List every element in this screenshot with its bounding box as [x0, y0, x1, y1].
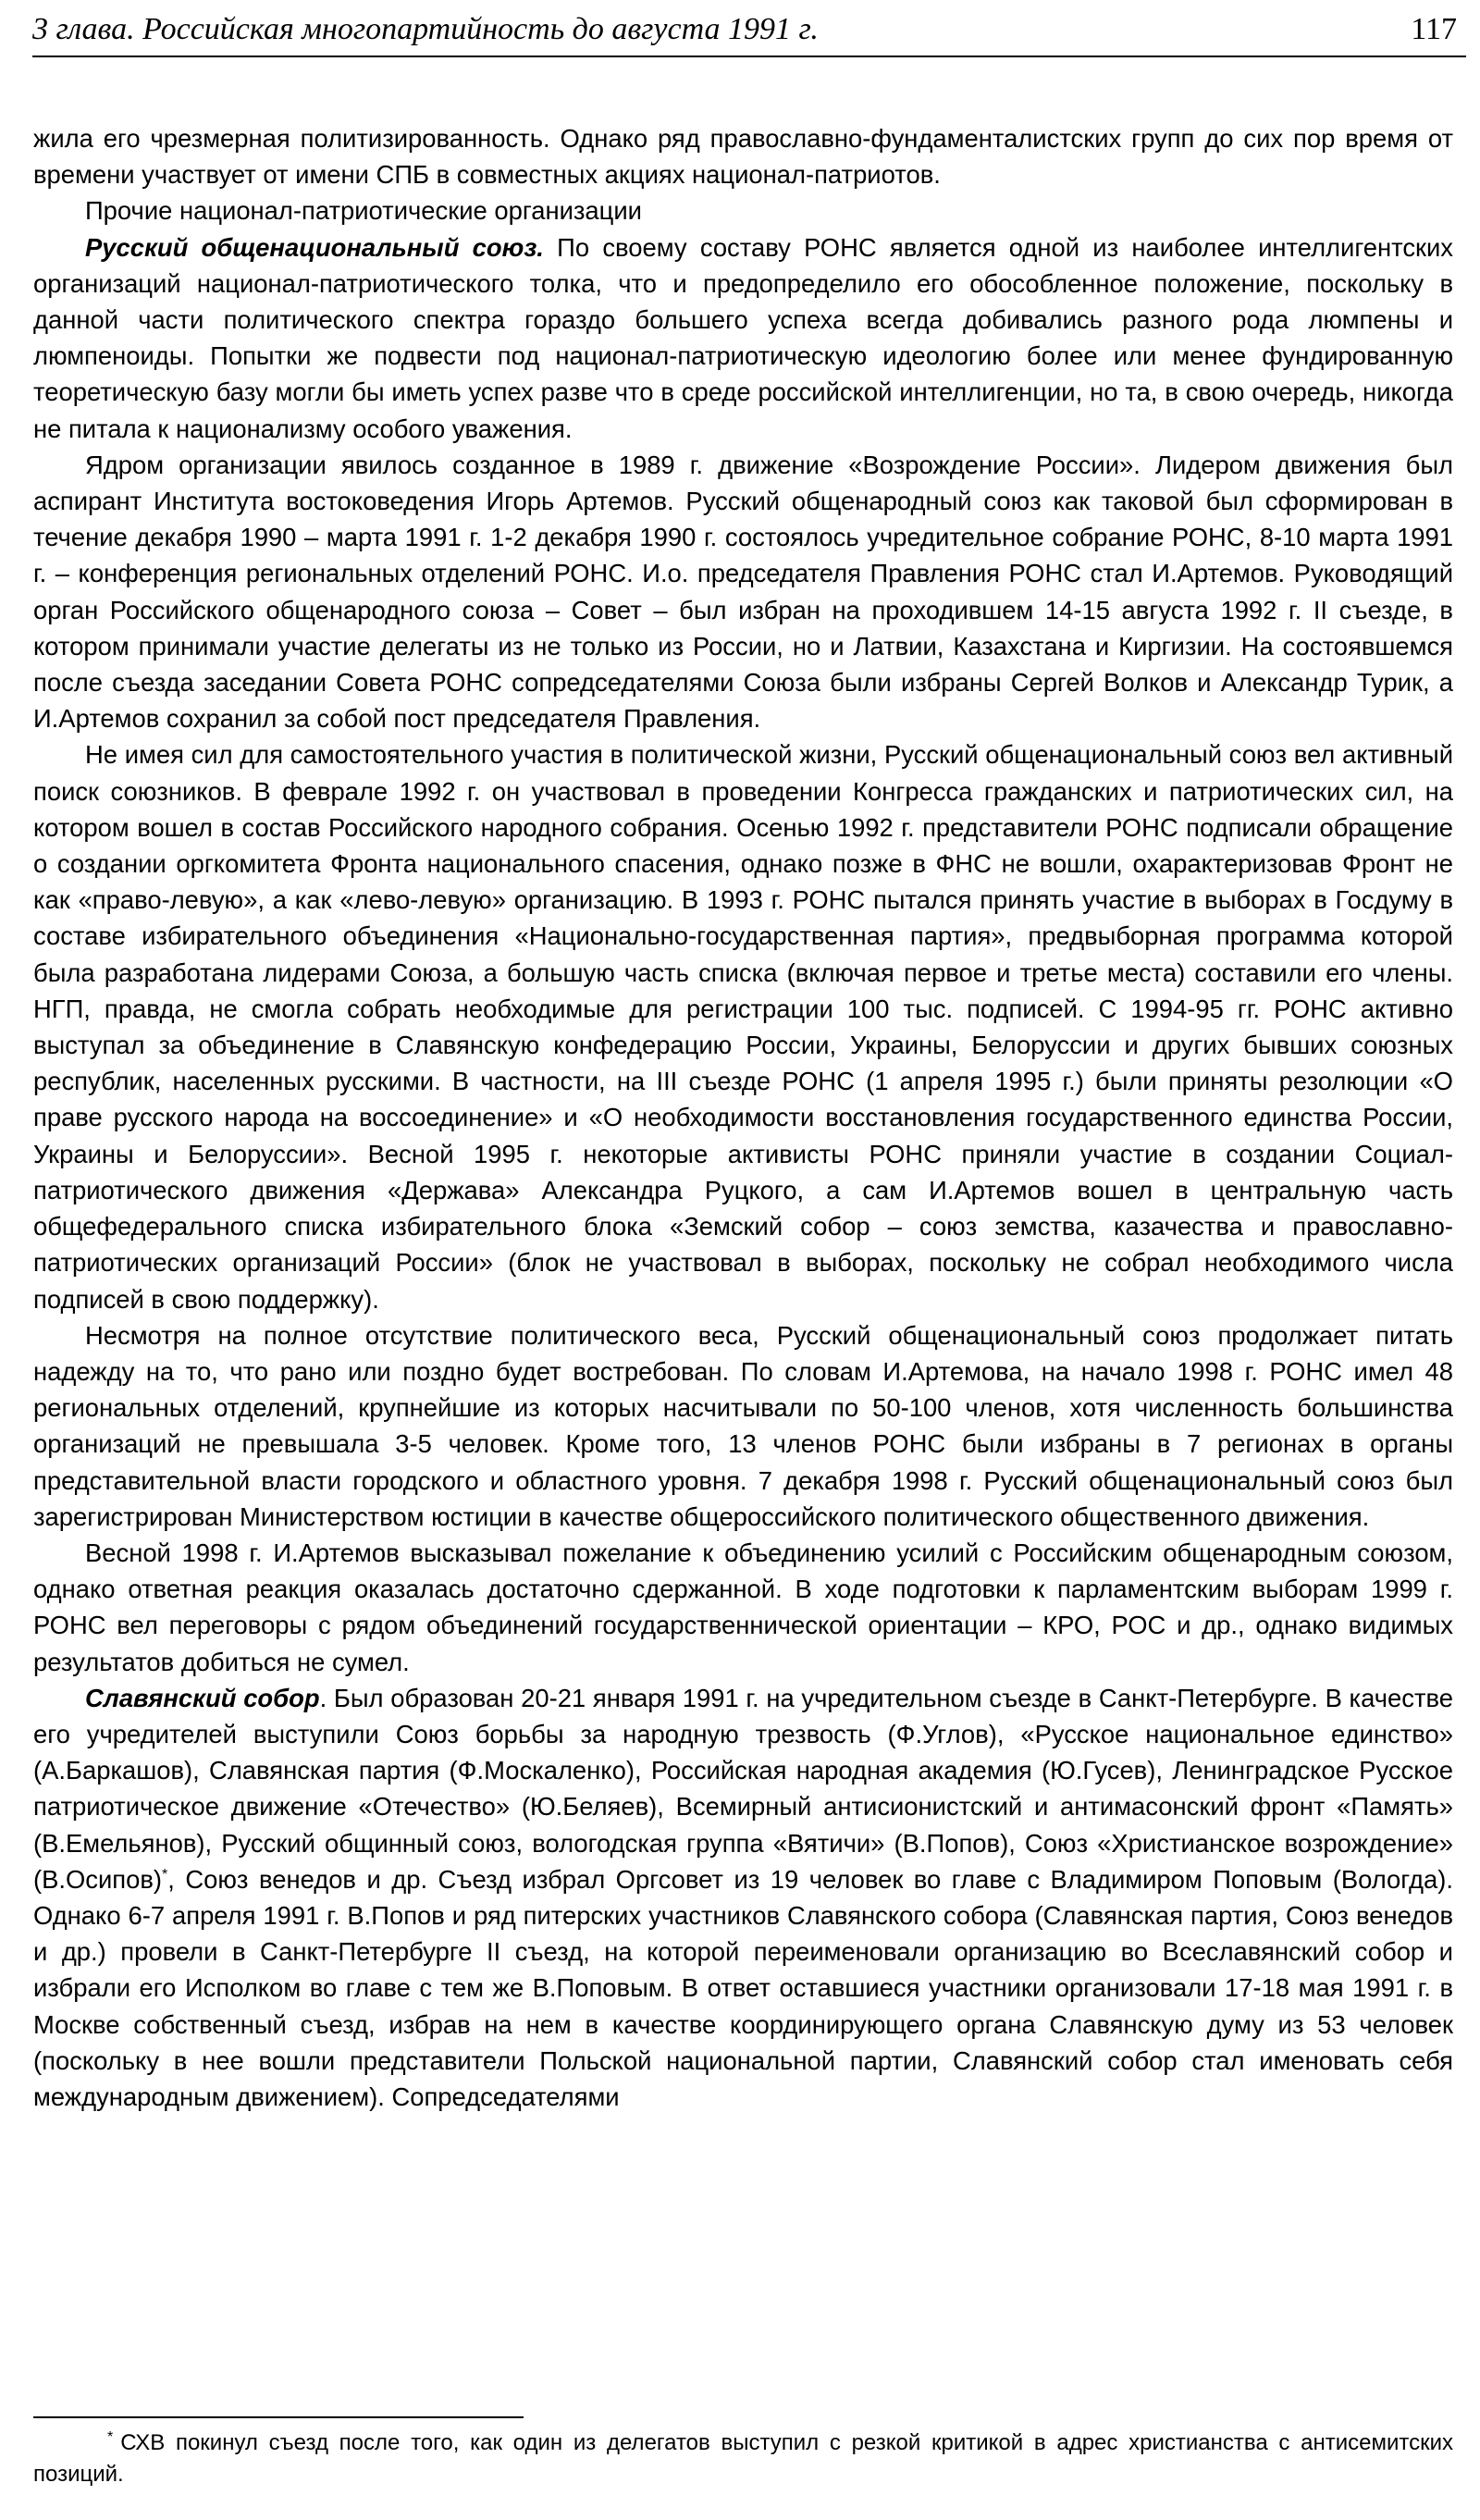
- paragraph: [33, 120, 1453, 192]
- paragraph-text: По своему составу РОНС является одной из наиболее интеллигентских организаций национал-патриотического толка, что и предопределило его обособленное положение, поскольку в данной части политического спектра гораздо большего успеха всегда добивались разного рода люмпены и люмпеноиды. Попытки же подвести под национал-патриотическую идеологию более или менее фундированную теоретическую базу могли бы иметь успех разве что в среде российской интеллигенции, но та, в свою очередь, никогда не питала к национализму особого уважения.: [33, 232, 1453, 443]
- footnote-text: СХВ покинул съезд после того, как один из делегатов выступил с резкой критикой в адрес христианства с антисемитских позиций.: [33, 2430, 1453, 2487]
- paragraph: [33, 736, 1453, 1316]
- paragraph-text: Несмотря на полное отсутствие политического веса, Русский общенациональный союз продолжает питать надежду на то, что рано или поздно будет востребован. По словам И.Артемова, на начало 1998 г. РОНС имел 48 региональных отделений, крупнейшие из которых насчитывали по 50-100 членов, хотя численность большинства организаций не превышала 3-5 человек. Кроме того, 13 членов РОНС были избраны в 7 регионах в органы представительной власти городского и областного уровня. 7 декабря 1998 г. Русский общенациональный союз был зарегистрирован Министерством юстиции в качестве общероссийского политического общественного движения.: [33, 1320, 1453, 1531]
- page-number: 117: [1411, 12, 1457, 46]
- paragraph-text: Весной 1998 г. И.Артемов высказывал пожелание к объединению усилий с Российским общенародным союзом, однако ответная реакция оказалась достаточно сдержанной. В ходе подготовки к парламентским выборам 1999 г. РОНС вел переговоры с рядом объединений государственнической ориентации – КРО, РОС и др., однако видимых результатов добиться не сумел.: [33, 1538, 1453, 1676]
- entry-heading: Русский общенациональный союз.: [85, 232, 544, 262]
- running-title: 3 глава. Российская многопартийность до августа 1991 г.: [32, 12, 819, 46]
- paragraph: [33, 229, 1453, 447]
- paragraph-text: Ядром организации явилось созданное в 1989 г. движение «Возрождение России». Лидером движения был аспирант Института востоковедения Игорь Артемов. Русский общенародный союз как таковой был сформирован в течение декабря 1990 – марта 1991 г. 1-2 декабря 1990 г. состоялось учредительное собрание РОНС, 8-10 марта 1991 г. – конференция региональных отделений РОНС. И.о. председателя Правления РОНС стал И.Артемов. Руководящий орган Российского общенародного союза – Совет – был избран на проходившем 14-15 августа 1992 г. II съезде, в котором принимали участие делегаты из не только из России, но и Латвии, Казахстана и Киргизии. На состоявшемся после съезда заседании Совета РОНС сопредседателями Союза были избраны Сергей Волков и Александр Турик, а И.Артемов сохранил за собой пост председателя Правления.: [33, 450, 1453, 734]
- paragraph-text: . Был образован 20-21 января 1991 г. на учредительном съезде в Санкт-Петербурге. В качестве его учредителей выступили Союз борьбы за народную трезвость (Ф.Углов), «Русское национальное единство» (А.Баркашов), Славянская партия (Ф.Москаленко), Российская народная академия (Ю.Гусев), Ленинградское Русское патриотическое движение «Отечество» (Ю.Беляев), Всемирный антисионистский и антимасонский фронт «Память» (В.Емельянов), Русский общинный союз, вологодская группа «Вятичи» (В.Попов), Союз «Христианское возрождение» (В.Осипов): [33, 1683, 1453, 1894]
- paragraph-text: Не имея сил для самостоятельного участия в политической жизни, Русский общенациональный союз вел активный поиск союзников. В феврале 1992 г. он участвовал в проведении Конгресса гражданских и патриотических сил, на котором вошел в состав Российского народного собрания. Осенью 1992 г. представители РОНС подписали обращение о создании оргкомитета Фронта национального спасения, однако позже в ФНС не вошли, охарактеризовав Фронт не как «право-левую», а как «лево-левую» организацию. В 1993 г. РОНС пытался принять участие в выборах в Госдуму в составе избирательного объединения «Национально-государственная партия», предвыборная программа которой была разработана лидерами Союза, а большую часть списка (включая первое и третье места) составили его члены. НГП, правда, не смогла собрать необходимые для регистрации 100 тыс. подписей. С 1994-95 гг. РОНС активно выступал за объединение в Славянскую конфедерацию России, Украины, Белоруссии и других бывших союзных республик, населенных русскими. В частности, на III съезде РОНС (1 апреля 1995 г.) были приняты резолюции «О праве русского народа на воссоединение» и «О необходимости восстановления государственного единства России, Украины и Белоруссии». Весной 1995 г. некоторые активисты РОНС приняли участие в создании Социал-патриотического движения «Держава» Александра Руцкого, а сам И.Артемов вошел в центральную часть общефедерального списка избирательного блока «Земский собор – союз земства, казачества и православно-патриотических организаций России» (блок не участвовал в выборах, поскольку не собрал необходимого числа подписей в свою поддержку).: [33, 740, 1453, 1314]
- paragraph: [33, 1535, 1453, 1680]
- paragraph-text: , Союз венедов и др. Съезд избрал Оргсовет из 19 человек во главе с Владимиром Поповым (Вологда). Однако 6-7 апреля 1991 г. В.Попов и ряд питерских участников Славянского собора (Славянская партия, Союз венедов и др.) провели в Санкт-Петербурге II съезд, на которой переименовали организацию во Всеславянский собор и избрали его Исполком во главе с тем же В.Поповым. В ответ оставшиеся участники организовали 17-18 мая 1991 г. в Москве собственный съезд, избрав на нем в качестве координирующего органа Славянскую думу из 53 человек (поскольку в нее вошли представители Польской национальной партии, Славянский собор стал именовать себя международным движением). Сопредседателями: [33, 1864, 1453, 2111]
- entry-heading: Славянский собор: [85, 1683, 320, 1712]
- footnote: [33, 2427, 1453, 2490]
- paragraph-text: жила его чрезмерная политизированность. Однако ряд православно-фундаменталистских групп до сих пор время от времени участвует от имени СПБ в совместных акциях национал-патриотов.: [33, 124, 1453, 190]
- footnote-separator: [33, 2416, 524, 2418]
- footnote-reference[interactable]: *: [162, 1866, 168, 1883]
- footnote-mark: *: [107, 2429, 114, 2445]
- paragraph-text: Прочие национал-патриотические организации: [85, 196, 642, 226]
- page-header: [32, 7, 1466, 57]
- paragraph: [33, 1317, 1453, 1535]
- section-heading: [33, 192, 1453, 229]
- paragraph: [33, 1680, 1453, 2115]
- body-text: [33, 120, 1453, 2115]
- paragraph: [33, 447, 1453, 737]
